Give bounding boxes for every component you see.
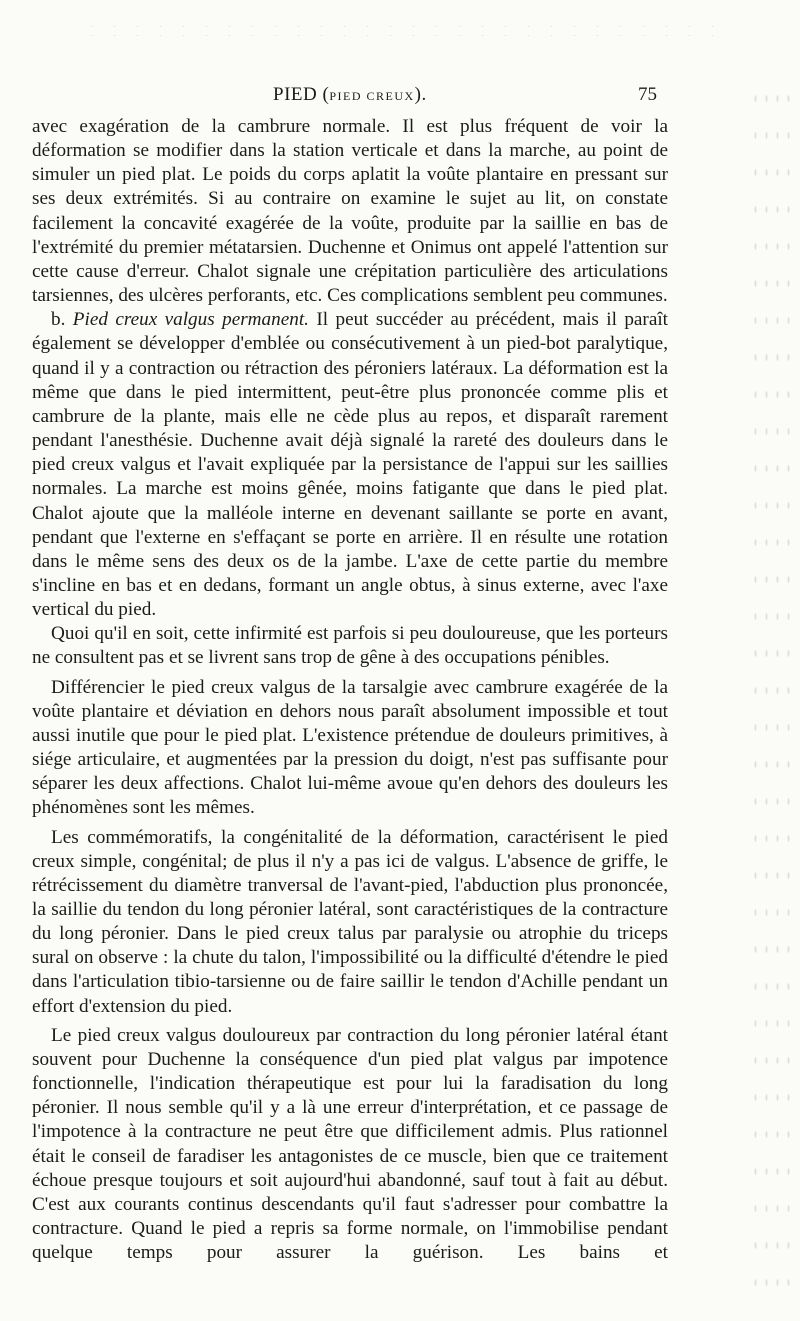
paragraph-3: Quoi qu'il en soit, cette infirmité est parfois si peu douloureuse, que les porteurs ne consultent pas et se livrent sans trop de gêne à des occupations pénibles.: [32, 623, 668, 669]
scan-noise-top: [80, 22, 720, 40]
running-title: [273, 84, 427, 106]
scan-noise-right-edge: [750, 80, 790, 1300]
body-text: [32, 115, 668, 1265]
running-header: [0, 82, 800, 112]
paragraph-6: Le pied creux valgus douloureux par contraction du long péronier latéral étant souvent pour Duchenne la conséquence d'un pied plat valgus par impotence fonctionnelle, l'indication thérapeutique est pour lui la faradisation du long péronier. Il nous semble qu'il y a là une erreur d'interprétation, et ce passage de l'impotence à la contracture ne peut être que difficilement admis. Plus rationnel était le conseil de faradiser les antagonistes de ce muscle, bien que ce traitement échoue presque toujours et soit aujourd'hui abandonné, sauf tout à fait au début. C'est aux courants continus descendants qu'il faut s'adresser pour combattre la contracture. Quand le pied a repris sa forme normale, on l'immobilise pendant quelque temps pour assurer la guérison. Les bains et: [32, 1024, 668, 1264]
section-heading: Pied creux valgus permanent.: [72, 309, 309, 331]
running-title-end: ).: [414, 84, 427, 105]
paragraph-1: avec exagération de la cambrure normale. Il est plus fréquent de voir la déformation se modifier dans la station verticale et dans la marche, au point de simuler un pied plat. Le poids du corps aplatit la voûte plantaire en pressant sur ses deux extrémités. Si au contraire on examine le sujet au lit, on constate facilement la concavité exagérée de la voûte, produite par la saillie en bas de l'extrémité du premier métatarsien. Duchenne et Onimus ont appelé l'attention sur cette cause d'erreur. Chalot signale une crépitation particulière des articulations tarsiennes, des ulcères perforants, etc. Ces complications semblent peu communes.: [32, 116, 668, 307]
paragraph-5: Les commémoratifs, la congénitalité de la déformation, caractérisent le pied creux simple, congénital; de plus il n'y a pas ici de valgus. L'absence de griffe, le rétrécissement du diamètre tranversal de l'avant-pied, l'abduction plus prononcée, la saillie du tendon du long péronier latéral, sont caractéristiques de la contracture du long péronier. Dans le pied creux talus par paralysie ou atrophie du triceps sural on observe : la chute du talon, l'impossibilité ou la difficulté d'étendre le pied dans l'articulation tibio-tarsienne ou de faire saillir le tendon d'Achille pendant un effort d'extension du pied.: [32, 826, 668, 1017]
running-title-smallcaps: PIED CREUX: [329, 89, 415, 103]
section-marker: b.: [51, 309, 66, 331]
running-title-main: PIED (: [273, 84, 330, 105]
paragraph-2-text: Il peut succéder au précédent, mais il paraît également se développer d'emblée ou consécutivement à un pied-bot paralytique, quand il y a contraction ou rétraction des péroniers latéraux. La déformation est la même que dans le pied intermittent, peut-être plus prononcée comme plis et cambrure de la plante, mais elle ne cède plus au repos, et disparaît rarement pendant l'anesthésie. Duchenne avait déjà signalé la rareté des douleurs dans le pied creux valgus et l'avait expliquée par la persistance de l'appui sur les saillies normales. La marche est moins gênée, moins fatigante que dans le pied plat. Chalot ajoute que la malléole interne en devenant saillante se porte en avant, pendant que l'externe en s'effaçant se porte en arrière. Il en résulte une rotation dans le même sens des deux os de la jambe. L'axe de cette partie du membre s'incline en bas et en dedans, formant un angle obtus, à sinus externe, avec l'axe vertical du pied.: [32, 309, 669, 621]
page-number: 75: [638, 84, 657, 105]
paragraph-4: Différencier le pied creux valgus de la tarsalgie avec cambrure exagérée de la voûte plantaire et déviation en dehors nous paraît absolument impossible et tout aussi inutile que pour le pied plat. L'existence prétendue de douleurs primitives, à siége articulaire, et augmentées par la pression du doigt, n'est pas suffisante pour séparer les deux affections. Chalot lui-même avoue qu'en dehors des douleurs les phénomènes sont les mêmes.: [32, 676, 668, 819]
paragraph-2: [32, 308, 668, 622]
